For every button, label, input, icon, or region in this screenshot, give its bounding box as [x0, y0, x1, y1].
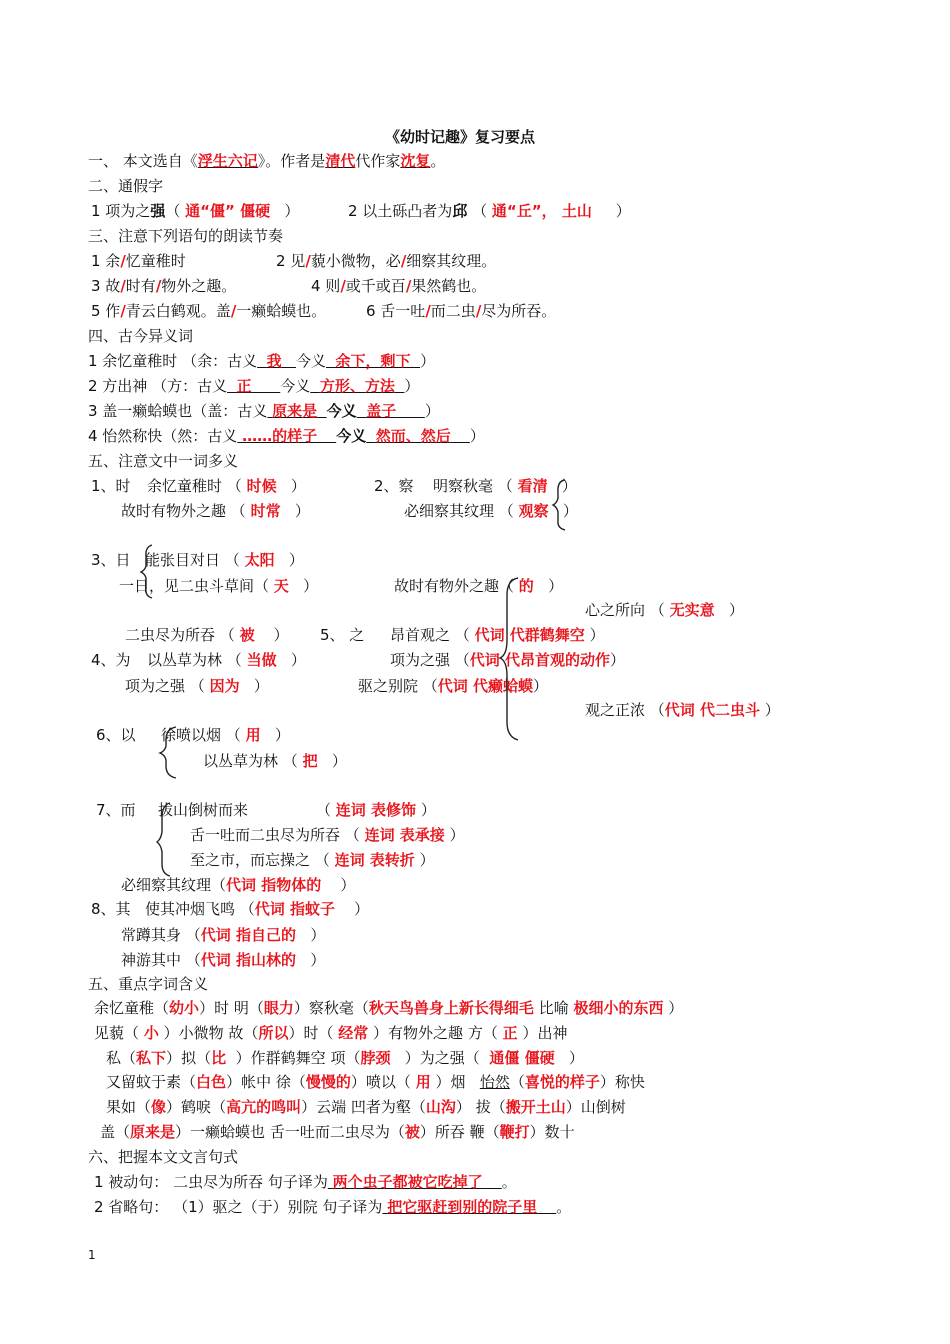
rhythm-text: 细察其纹理。: [406, 252, 497, 270]
poly-answer: 天: [273, 577, 289, 595]
tongjia-2-close: ）: [615, 202, 631, 220]
sentence-omission: [94, 1197, 571, 1217]
kw-answer: 白色: [196, 1073, 227, 1091]
kw-text: （: [181, 1073, 197, 1091]
gujin-item-3: [88, 401, 440, 421]
kw-text: （: [290, 1073, 306, 1091]
gujin-item-2: [88, 376, 419, 396]
poly-text: ）: [561, 477, 577, 495]
kw-answer: 用: [415, 1073, 431, 1091]
poly-zhi-wushiyi: [585, 600, 744, 620]
poly-8-b: [121, 925, 325, 945]
kw-text: 果如（: [106, 1098, 152, 1116]
tongjia-2-char: 邱: [452, 202, 468, 220]
gujin-answer-old: 我: [266, 352, 282, 370]
poly-text: （: [316, 801, 332, 819]
answer-book: 浮生六记: [197, 152, 258, 170]
poly-7-a-answer: [316, 800, 436, 820]
section-heading-polysemy: 五、注意文中一词多义: [88, 452, 239, 470]
kw-char: 稚: [139, 999, 155, 1017]
gujin-answer-new: 余下，剩下: [335, 352, 411, 370]
kw-text: ）称快: [599, 1073, 645, 1091]
kw-text: ）出神: [522, 1024, 568, 1042]
kw-answer: 喜悦的样子: [524, 1073, 600, 1091]
kw-text: ）帐中: [226, 1073, 276, 1091]
kw-char: 拟: [181, 1049, 197, 1067]
kw-answer: 极细小的东西: [573, 999, 664, 1017]
source-mid: 》。作者是: [257, 152, 326, 170]
tongjia-1-char: 强: [150, 202, 166, 220]
source-mid2: 代作家: [355, 152, 401, 170]
gujin-text: 2 方出神 （方：古义: [88, 377, 228, 395]
poly-text: ）: [610, 651, 626, 669]
kw-text: ）: [568, 1049, 584, 1067]
poly-7-label: 7、而: [96, 801, 136, 819]
sentence-answer: 把它驱赶到别的院子里: [387, 1198, 538, 1216]
sentence-text: 。: [501, 1173, 517, 1191]
rhythm-slash: /: [120, 302, 126, 320]
kw-text: ）时（: [288, 1024, 334, 1042]
kw-char: 盖: [100, 1123, 116, 1141]
poly-text: 项为之强 （: [390, 651, 470, 669]
kw-answer: 幼小: [169, 999, 200, 1017]
poly-text: ）: [533, 677, 549, 695]
poly-text: 二虫尽为所吞 （: [125, 626, 235, 644]
tongjia-1-text: 1 项为之: [91, 202, 151, 220]
page-title: 《幼时记趣》复习要点: [385, 128, 536, 146]
rhythm-text: 或千或百: [345, 277, 406, 295]
kw-text: ）作群鹤舞空: [235, 1049, 331, 1067]
kw-text: ）: [455, 1098, 471, 1116]
poly-text: 常蹲其身 （: [121, 926, 201, 944]
tongjia-2-answer: 通“丘”， 土山: [491, 202, 592, 220]
keyword-row-3: [106, 1048, 584, 1068]
poly-1-label: 1、时: [91, 477, 131, 495]
rhythm-text: 藐小微物，必: [310, 252, 401, 270]
poly-text: 昂首观之 （: [390, 626, 470, 644]
kw-text: ）: [668, 999, 684, 1017]
rhythm-slash: /: [400, 252, 407, 270]
kw-answer: 所以: [258, 1024, 289, 1042]
poly-text: ）: [340, 876, 356, 894]
poly-4-a: [147, 650, 306, 670]
tongjia-1-open: （: [165, 202, 181, 220]
gujin-answer-old: 正: [236, 377, 252, 395]
poly-text: ）: [288, 551, 304, 569]
kw-answer: 小: [143, 1024, 159, 1042]
poly-3-b: [119, 576, 318, 596]
kw-text: ）数十: [529, 1123, 575, 1141]
rhythm-2: [276, 251, 496, 271]
kw-answer: 被: [404, 1123, 420, 1141]
kw-answer: 眼力: [263, 999, 294, 1017]
gujin-text: 今义: [295, 352, 326, 370]
tongjia-2-open: （: [472, 202, 488, 220]
poly-4-label: 4、为: [91, 651, 131, 669]
poly-answer: 当做: [246, 651, 277, 669]
poly-answer: 代词 指自己的: [200, 926, 297, 944]
poly-4-c: [125, 625, 289, 645]
poly-text: ）: [420, 801, 436, 819]
poly-answer: 代词 指蚊子: [254, 900, 336, 918]
poly-7-c: [190, 850, 435, 870]
kw-text: （: [121, 1049, 137, 1067]
sentence-text: 。: [556, 1198, 572, 1216]
poly-text: 一日，见二虫斗草间（: [119, 577, 270, 595]
poly-text: ）: [589, 626, 605, 644]
rhythm-text: 6 舌一吐: [366, 302, 426, 320]
kw-text: （: [490, 1098, 506, 1116]
poly-answer: 代词 指物体的: [226, 876, 322, 894]
kw-text: ）一癞蛤蟆也 舌一吐而二虫尽为（: [175, 1123, 405, 1141]
poly-zhi-fight: [585, 700, 780, 720]
kw-text: ）所吞: [419, 1123, 470, 1141]
rhythm-text: 3 故: [91, 277, 121, 295]
poly-text: ）: [290, 477, 306, 495]
rhythm-slash: /: [340, 277, 346, 295]
answer-dynasty: 清代: [325, 152, 356, 170]
poly-6-label: 6、以: [96, 726, 136, 744]
gujin-text: 今义: [326, 402, 357, 420]
sentence-passive: [94, 1172, 517, 1192]
poly-2-a: [433, 476, 577, 496]
poly-answer: 太阳: [244, 551, 275, 569]
gujin-answer-old: ……的样子: [242, 427, 318, 445]
poly-text: ）: [764, 701, 780, 719]
poly-text: ）: [562, 502, 578, 520]
poly-text: 故时有物外之趣（: [394, 577, 515, 595]
gujin-text: 4 怡然称快（然：古义: [88, 427, 238, 445]
kw-text: （: [243, 1024, 259, 1042]
poly-6-a: [161, 725, 290, 745]
poly-text: 明察秋毫 （: [433, 477, 513, 495]
rhythm-slash: /: [120, 277, 126, 295]
gujin-answer-new: 方形、方法: [319, 377, 395, 395]
gujin-answer-new: 盖子: [366, 402, 397, 420]
poly-answer: 时候: [246, 477, 277, 495]
kw-answer: 经常: [338, 1024, 369, 1042]
kw-answer: 脖颈: [360, 1049, 391, 1067]
kw-char: 藐: [109, 1024, 125, 1042]
poly-text: ）: [449, 826, 465, 844]
poly-answer: 代词 指山林的: [200, 951, 297, 969]
poly-answer: 无实意: [669, 601, 715, 619]
poly-answer: 把: [302, 752, 318, 770]
rhythm-text: 而二虫: [430, 302, 476, 320]
rhythm-text: 4 则: [311, 277, 341, 295]
poly-8-label: 8、其: [91, 900, 131, 918]
rhythm-text: 5 作: [91, 302, 121, 320]
kw-char: 素: [166, 1073, 182, 1091]
kw-text: ）喷以（: [350, 1073, 411, 1091]
poly-answer: 代词 代昂首观的动作: [469, 651, 611, 669]
kw-text: 比喻: [538, 999, 569, 1017]
kw-text: （: [196, 1049, 212, 1067]
section-heading-sentence: 六、把握本文文言句式: [88, 1148, 239, 1166]
kw-answer: 高亢的鸣叫: [226, 1098, 302, 1116]
kw-char: 私: [106, 1049, 122, 1067]
kw-text: （: [115, 1123, 131, 1141]
answer-author: 沈复: [400, 152, 431, 170]
section-heading-keywords: 五、重点字词含义: [88, 975, 209, 993]
poly-text: ）: [419, 851, 435, 869]
poly-text: ）: [273, 626, 289, 644]
kw-char: 鞭: [469, 1123, 485, 1141]
rhythm-text: 时有: [125, 277, 156, 295]
poly-8-d: [121, 875, 355, 895]
tongjia-item-1: [91, 201, 299, 221]
kw-answer: 像: [151, 1098, 167, 1116]
sentence-text: 2 省略句： （1）驱之（于）别院 句子译为: [94, 1198, 383, 1216]
kw-text: 余忆童: [94, 999, 140, 1017]
gujin-item-4: [88, 426, 485, 446]
poly-5-label: 5、 之: [320, 626, 365, 644]
kw-char: 徐: [275, 1073, 291, 1091]
poly-zhi-toad: [358, 676, 548, 696]
rhythm-text: 果然鹤也。: [411, 277, 487, 295]
source-prefix: 一、 本文选自《: [88, 152, 198, 170]
keyword-row-1: [94, 998, 683, 1018]
gujin-text: ）: [404, 377, 420, 395]
poly-text: 神游其中 （: [121, 951, 201, 969]
poly-text: 故时有物外之趣 （: [121, 502, 246, 520]
kw-answer: 原来是: [130, 1123, 176, 1141]
poly-answer: 代词 代癞蛤蟆: [437, 677, 534, 695]
kw-char: 壑: [395, 1098, 411, 1116]
poly-text: 必细察其纹理（: [121, 876, 227, 894]
sentence-text: 1 被动句： 二虫尽为所吞 句子译为: [94, 1173, 328, 1191]
poly-answer: 代词 代群鹤舞空: [474, 626, 585, 644]
gujin-text: 3 盖一癞蛤蟆也（盖：古义: [88, 402, 268, 420]
poly-5-a: [390, 625, 605, 645]
kw-text: ）鹤: [166, 1098, 197, 1116]
kw-text: （: [154, 999, 170, 1017]
kw-text: ）云端 凹者为: [301, 1098, 396, 1116]
kw-char: 项: [330, 1049, 346, 1067]
rhythm-slash: /: [405, 277, 412, 295]
rhythm-3: [91, 276, 236, 296]
tongjia-item-2: [348, 201, 631, 221]
rhythm-text: 忆童稚时: [125, 252, 186, 270]
gujin-text: 1 余忆童稚时 （余：古义: [88, 352, 258, 370]
poly-text: ）: [310, 926, 326, 944]
rhythm-text: 1 余: [91, 252, 121, 270]
kw-answer: 私下: [136, 1049, 167, 1067]
section-heading-gujin: 四、古今异义词: [88, 327, 194, 345]
kw-text: （: [211, 1098, 227, 1116]
poly-1-a: [147, 476, 306, 496]
poly-text: ）: [290, 651, 306, 669]
poly-text: ）: [294, 502, 310, 520]
poly-2-label: 2、察: [374, 477, 414, 495]
kw-text: ）烟: [435, 1073, 471, 1091]
poly-3-label: 3、日: [91, 551, 131, 569]
poly-text: 以丛草为林 （: [147, 651, 242, 669]
poly-answer: 被: [239, 626, 255, 644]
poly-answer: 用: [245, 726, 261, 744]
poly-text: ）: [548, 577, 564, 595]
tongjia-1-close: ）: [284, 202, 300, 220]
poly-answer: 连词 表修饰: [335, 801, 417, 819]
poly-text: ）: [310, 951, 326, 969]
rhythm-slash: /: [475, 302, 482, 320]
poly-answer: 的: [518, 577, 534, 595]
poly-8-a: [145, 899, 369, 919]
poly-answer: 观察: [518, 502, 549, 520]
poly-text: 使其冲烟飞鸣 （: [145, 900, 255, 918]
rhythm-slash: /: [230, 302, 237, 320]
rhythm-text: 一癞蛤蟆也。: [236, 302, 327, 320]
poly-2-b: [404, 501, 578, 521]
source-line: [88, 151, 445, 171]
poly-zhi-action: [390, 650, 625, 670]
poly-text: 驱之别院 （: [358, 677, 438, 695]
rhythm-text: 尽为所吞。: [481, 302, 557, 320]
kw-text: ）察秋: [293, 999, 339, 1017]
gujin-text: 今义: [280, 377, 311, 395]
tongjia-2-text: 2 以土砾凸者为: [348, 202, 453, 220]
poly-answer: 连词 表承接: [364, 826, 445, 844]
rhythm-text: 物外之趣。: [161, 277, 237, 295]
keyword-row-2: [94, 1023, 567, 1043]
kw-answer: 山沟: [425, 1098, 456, 1116]
poly-answer: 代词 代二虫斗: [664, 701, 761, 719]
poly-text: 能张目对日 （: [145, 551, 240, 569]
rhythm-4: [311, 276, 486, 296]
section-heading-rhythm: 三、注意下列语句的朗读节奏: [88, 227, 284, 245]
rhythm-slash: /: [120, 252, 126, 270]
rhythm-slash: /: [305, 252, 311, 270]
rhythm-5: [91, 301, 326, 321]
poly-answer: 因为: [209, 677, 240, 695]
rhythm-text: 青云白鹤观。盖: [125, 302, 231, 320]
kw-text: （: [345, 1049, 361, 1067]
poly-text: ）: [303, 577, 319, 595]
kw-char: 怡然: [479, 1073, 510, 1091]
section-heading-tongjia: 二、通假字: [88, 177, 164, 195]
tongjia-1-answer: 通“僵” 僵硬: [185, 202, 271, 220]
poly-text: ）: [253, 677, 269, 695]
gujin-answer-old: 原来是: [272, 402, 318, 420]
poly-text: 心之所向 （: [585, 601, 665, 619]
kw-char: 故: [228, 1024, 244, 1042]
keyword-row-4: [106, 1072, 645, 1092]
poly-4-b: [125, 676, 269, 696]
poly-text: 必细察其纹理 （: [404, 502, 514, 520]
page-number: 1: [88, 1248, 96, 1262]
kw-text: （: [353, 999, 369, 1017]
sentence-answer: 两个虫子都被它吃掉了: [332, 1173, 483, 1191]
kw-answer: 比: [211, 1049, 227, 1067]
gujin-text: 今义: [336, 427, 367, 445]
kw-answer: 鞭打: [499, 1123, 530, 1141]
poly-answer: 时常: [250, 502, 281, 520]
kw-char: 方: [467, 1024, 483, 1042]
rhythm-slash: /: [425, 302, 431, 320]
poly-text: ）: [728, 601, 744, 619]
poly-text: 舌一吐而二虫尽为所吞 （: [190, 826, 360, 844]
kw-text: ）为之强（: [404, 1049, 480, 1067]
poly-1-b: [121, 501, 310, 521]
poly-text: 余忆童稚时 （: [147, 477, 242, 495]
poly-zhi-de: [394, 576, 563, 596]
rhythm-6: [366, 301, 556, 321]
gujin-text: ）: [420, 352, 436, 370]
poly-text: 观之正浓 （: [585, 701, 665, 719]
kw-answer: 通僵 僵硬: [489, 1049, 555, 1067]
kw-char: 拔: [475, 1098, 491, 1116]
kw-answer: 慢慢的: [305, 1073, 351, 1091]
kw-text: （: [482, 1024, 498, 1042]
kw-answer: 秋天鸟兽身上新长得细毛: [368, 999, 534, 1017]
kw-text: ）有物外之趣: [373, 1024, 468, 1042]
poly-7-a: 拔山倒树而来: [158, 801, 249, 819]
poly-text: 项为之强 （: [125, 677, 205, 695]
kw-text: 又留蚊于: [106, 1073, 167, 1091]
gujin-text: ）: [424, 402, 440, 420]
kw-text: ）时 明（: [199, 999, 264, 1017]
source-end: 。: [430, 152, 446, 170]
rhythm-1: [91, 251, 186, 271]
kw-answer: 正: [502, 1024, 518, 1042]
poly-text: ）: [331, 752, 347, 770]
poly-answer: 连词 表转折: [334, 851, 415, 869]
kw-text: ）: [166, 1049, 182, 1067]
kw-text: （: [484, 1123, 500, 1141]
poly-answer: 看清: [517, 477, 548, 495]
poly-text: ）: [274, 726, 290, 744]
gujin-text: ）: [469, 427, 485, 445]
kw-text: （: [410, 1098, 426, 1116]
kw-text: 见: [94, 1024, 110, 1042]
rhythm-slash: /: [155, 277, 162, 295]
poly-text: ）: [354, 900, 370, 918]
gujin-answer-new: 然而、然后: [375, 427, 451, 445]
kw-answer: 搬开土山: [505, 1098, 566, 1116]
poly-3-a: [145, 550, 304, 570]
gujin-item-1: [88, 351, 435, 371]
poly-text: 至之市，而忘操之 （: [190, 851, 330, 869]
kw-text: （: [124, 1024, 140, 1042]
keyword-row-5: [106, 1097, 626, 1117]
kw-char: 唳: [196, 1098, 212, 1116]
kw-char: 毫: [338, 999, 354, 1017]
poly-text: 以丛草为林 （: [203, 752, 298, 770]
kw-text: ）小微物: [163, 1024, 229, 1042]
poly-text: 徐喷以烟 （: [161, 726, 241, 744]
poly-6-b: [203, 751, 347, 771]
rhythm-text: 2 见: [276, 252, 306, 270]
keyword-row-6: [100, 1122, 575, 1142]
kw-text: （: [509, 1073, 525, 1091]
kw-text: ）山倒树: [565, 1098, 626, 1116]
poly-8-c: [121, 950, 325, 970]
poly-7-b: [190, 825, 465, 845]
